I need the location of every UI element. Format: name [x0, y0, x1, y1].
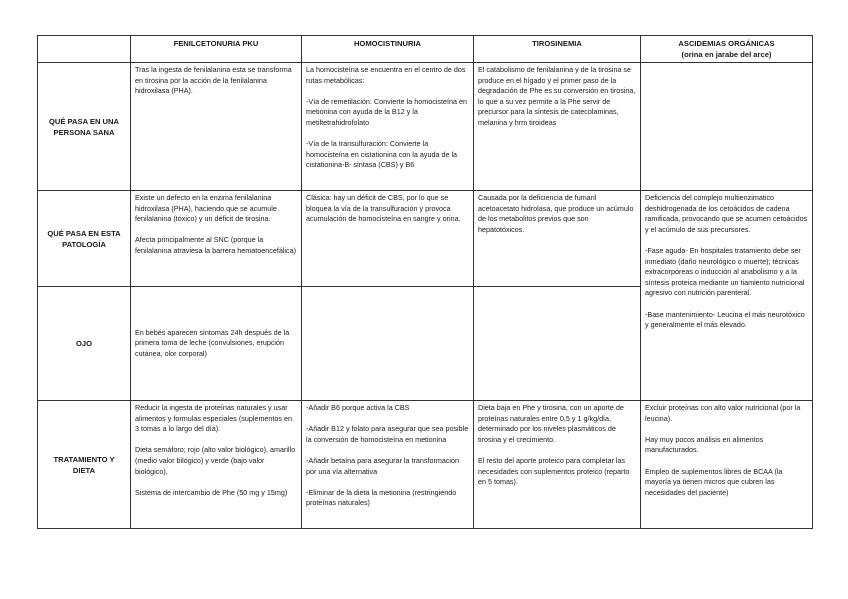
cell-patologia-pku: [131, 191, 302, 287]
row-patologia: [38, 191, 813, 287]
paragraph: -Vía de la transulfuración: Convierte la homocisteína en cistationina con la ayuda de la cistationina-B- sintasa (CBS) y B6: [306, 139, 458, 170]
paragraph: Dieta semáforo; rojo (alto valor biológico), amarillo (medio valor bilógico) y verde (bajo valor biológico).: [135, 445, 296, 476]
cell-tratamiento-pku: [131, 401, 302, 529]
paragraph: Reducir la ingesta de proteínas naturales y usar alimentos y formulas especiales (suplementos en 3 tomas a lo largo del día).: [135, 403, 293, 434]
paragraph: En bebés aparecen síntomas 24h después de la primera toma de leche (convulsiones, erupción cutánea, olor corporal): [135, 327, 290, 358]
paragraph: Tras la ingesta de fenilalanina esta se transforma en tirosina por la acción de la fenilalanina hidroxilasa (PHA).: [135, 65, 292, 96]
paragraph: -Base mantenimiento- Leucina el más neurotóxico y generalmente el más elevado.: [645, 309, 805, 330]
row-label-persona-sana: QUÉ PASA EN UNA PERSONA SANA: [38, 63, 131, 191]
paragraph: Excluir proteínas con alto valor nutricional (por la leucina).: [645, 403, 801, 423]
header-pku: FENILCETONURIA PKU: [131, 36, 302, 63]
header-row: [38, 36, 813, 63]
paragraph: El resto del aporte proteico para completar las necesidades con suplementos proteico (reparto en 5 tomas).: [478, 455, 630, 487]
cell-ojo-homocistinuria: [302, 287, 474, 401]
cell-ojo-pku: [131, 287, 302, 401]
row-label-patologia: QUÉ PASA EN ESTA PATOLOGÍA: [38, 191, 131, 287]
paragraph: Dieta baja en Phe y tirosina, con un aporte de proteínas naturales entre 0,5 y 1 g/kg/día, determinado por los niveles plasmáticos de tirosina y el crecimiento.: [478, 403, 624, 444]
paragraph: Empleo de suplementos libres de BCAA (la mayoría ya tienen micros que cubren las necesidades del paciente): [645, 466, 783, 497]
paragraph: El catabolismo de fenilalanina y de la tirosina se produce en el hígado y el primer paso de la degradación de Phe es su conversión en tirosina, lo que a su vez permite a la Phe servir de precursor para la síntesis de catecolaminas, melanina y hrm tiroideas: [478, 65, 636, 127]
row-label-tratamiento: TRATAMIENTO Y DIETA: [38, 401, 131, 529]
cell-tratamiento-homocistinuria: [302, 401, 474, 529]
paragraph: Hay muy pocos análisis en alimentos manufacturados.: [645, 434, 764, 455]
paragraph: Sistema de intercambio de Phe (50 mg y 15mg): [135, 487, 288, 497]
cell-tratamiento-ascidemias: [641, 401, 813, 529]
header-tirosinemia: TIROSINEMIA: [474, 36, 641, 63]
cell-patologia-homocistinuria: [302, 191, 474, 287]
paragraph: -Eliminar de la dieta la metionina (restringiendo proteínas naturales): [306, 487, 457, 508]
row-tratamiento: [38, 401, 813, 529]
paragraph: -Añadir B6 porque activa la CBS: [306, 403, 410, 412]
cell-tratamiento-tirosinemia: [474, 401, 641, 529]
paragraph: Deficiencia del complejo multienzimatico deshidrogenada de los cetoácidos de cadena ramificada, provocando que se acumen cetoácidos y el acúmulo de sus precursores.: [645, 193, 808, 234]
cell-patologia-tirosinemia: [474, 191, 641, 287]
paragraph: -Vía de remetilación: Convierte la homocisteína en metionina con ayuda de la B12 y la metiltetrahidrofolato: [306, 96, 468, 127]
paragraph: -Añadir B12 y folato para asegurar que sea posible la conversión de homocisteína en metionina: [306, 424, 469, 444]
header-ascidemias-title: ASCIDEMIAS ORGÁNICAS: [678, 39, 775, 48]
cell-sana-tirosinemia: [474, 63, 641, 191]
cell-sana-homocistinuria: [302, 63, 474, 191]
corner-cell: [38, 36, 131, 63]
metabolic-disorders-table: [37, 35, 813, 529]
header-ascidemias-subtitle: (orina en jarabe del arce): [681, 49, 772, 59]
row-label-ojo: OJO: [38, 287, 131, 401]
header-ascidemias: [641, 36, 813, 63]
paragraph: La homocisteína se encuentra en el centro de dos rutas metabólicas:: [306, 65, 466, 85]
paragraph: -Añadir betaína para asegurar la transformación por una vía alternativa: [306, 455, 460, 476]
cell-ojo-tirosinemia: [474, 287, 641, 401]
header-homocistinuria: HOMOCISTINURIA: [302, 36, 474, 63]
paragraph: Causada por la deficiencia de fumaril acetoacetato hidrolasa, que produce un acúmulo de los metabolitos previos que son hepatotóxicos.: [478, 193, 634, 234]
row-persona-sana: [38, 63, 813, 191]
paragraph: -Fase aguda- En hospitales tratamiento debe ser inmediato (daño neurológico o muerte); técnicas extracorpóreas o inducción al anabolismo y a la síntesis proteica mediante un tiamiento nutricional agresivo con nutrición parenteral.: [645, 245, 805, 298]
cell-patologia-ascidemias: [641, 191, 813, 401]
page: [37, 35, 813, 529]
cell-sana-ascidemias: [641, 63, 813, 191]
paragraph: Existe un defecto en la enzima fenilalanina hidroxilasa (PHA), haciendo que se acumule fenilalanina (tóxico) y un déficit de tirosina.: [135, 193, 277, 224]
paragraph: Afecta principalmente al SNC (porque la fenilalanina atraviesa la barrera hematoencefálica): [135, 235, 297, 255]
paragraph: Clásica: hay un déficit de CBS, por lo que se bloquea la vía de la transulfuración y provoca acumulación de homocisteína en sangre y orina.: [306, 193, 461, 224]
cell-sana-pku: [131, 63, 302, 191]
